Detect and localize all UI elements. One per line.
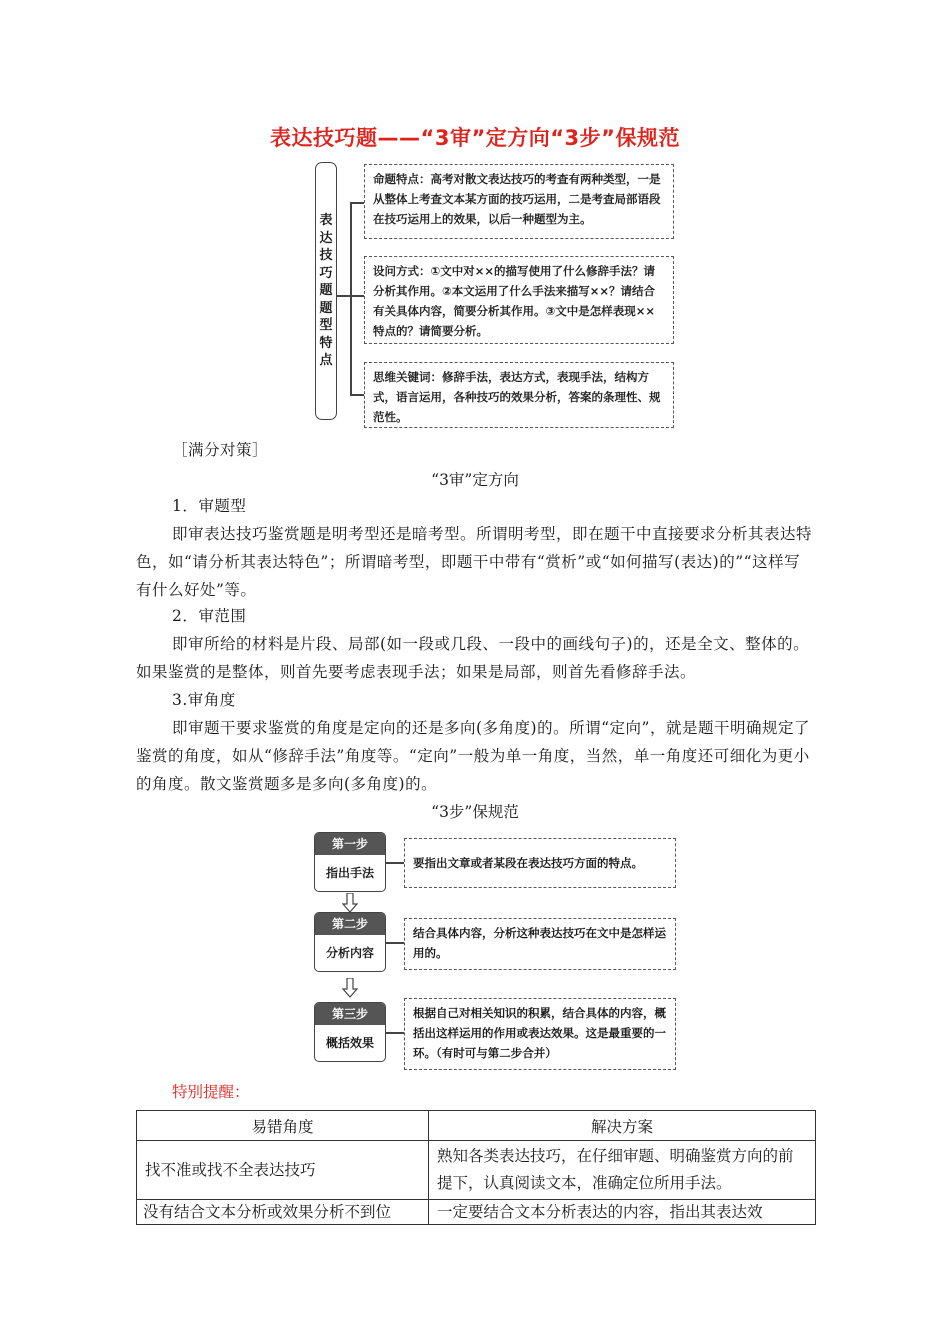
- feature-box-2: 设问方式：①文中对××的描写使用了什么修辞手法？请分析其作用。②本文运用了什么手法来描写××？请结合有关具体内容，简要分析其作用。③文中是怎样表现××特点的？请简要分析。: [364, 256, 674, 344]
- step-box-3: [314, 1002, 386, 1062]
- table-cell-solution: 熟知各类表达技巧，在仔细审题、明确鉴赏方向的前提下，认真阅读文本，准确定位所用手法。: [429, 1141, 816, 1200]
- table-header-solution: 解决方案: [429, 1111, 816, 1141]
- step-tag-1: 第一步: [315, 833, 385, 855]
- item-heading-3: 3.审角度: [172, 691, 236, 709]
- item-heading-1: 1．审题型: [172, 497, 247, 515]
- item-text-3: 即审题干要求鉴赏的角度是定向的还是多向(多角度)的。所谓“定向”，就是题干明确规定了鉴赏的角度，如从“修辞手法”角度等。“定向”一般为单一角度，当然，单一角度还可细化为更小的角度。散文鉴赏题多是多向(多角度)的。: [136, 719, 810, 793]
- diagram-label: 表达技巧题题型特点: [319, 213, 333, 368]
- step-connector-2: [386, 942, 404, 944]
- bracket-stem: [337, 295, 351, 297]
- table-header-angle: 易错角度: [137, 1111, 429, 1141]
- step-desc-2: 结合具体内容，分析这种表达技巧在文中是怎样运用的。: [404, 918, 676, 970]
- feature-box-3: 思维关键词：修辞手法，表达方式，表现手法，结构方式，语言运用，各种技巧的效果分析，答案的条理性、规范性。: [364, 362, 674, 428]
- step-desc-3: 根据自己对相关知识的积累，结合具体的内容，概括出这样运用的作用或表达效果。这是最重要的一环。（有时可与第二步合并）: [404, 998, 676, 1070]
- feature-box-1: 命题特点：高考对散文表达技巧的考查有两种类型，一是从整体上考查文本某方面的技巧运用，二是考查局部语段在技巧运用上的效果，以后一种题型为主。: [364, 164, 674, 239]
- step-tag-2: 第二步: [315, 913, 385, 935]
- item-text-2: 即审所给的材料是片段、局部(如一段或几段、一段中的画线句子)的，还是全文、整体的。如果鉴赏的是整体，则首先要考虑表现手法；如果是局部，则首先看修辞手法。: [136, 635, 810, 681]
- bracket-arm-1: [350, 202, 364, 204]
- bracket-arm-3: [350, 394, 364, 396]
- step-name-3: 概括效果: [325, 1036, 374, 1050]
- error-table: [136, 1110, 816, 1225]
- step-box-2: [314, 912, 386, 972]
- item-heading-2: 2．审范围: [172, 607, 247, 625]
- section-heading-3bu: “3步”保规范: [431, 803, 519, 821]
- page-title: 表达技巧题——“3审”定方向“3步”保规范: [270, 126, 680, 150]
- table-row: [137, 1200, 816, 1225]
- table-header-row: [137, 1111, 816, 1141]
- step-name-1: 指出手法: [325, 866, 374, 880]
- step-desc-1: 要指出文章或者某段在表达技巧方面的特点。: [404, 838, 676, 888]
- table-cell-angle: 没有结合文本分析或效果分析不到位: [137, 1200, 429, 1225]
- step-connector-1: [386, 862, 404, 864]
- step-connector-3: [386, 1032, 404, 1034]
- step-tag-3: 第三步: [315, 1003, 385, 1025]
- step-box-1: [314, 832, 386, 892]
- down-arrow-icon: [342, 893, 358, 913]
- bracket-spine: [350, 202, 352, 395]
- section-heading-3shen: “3审”定方向: [431, 471, 519, 489]
- table-cell-solution: 一定要结合文本分析表达的内容，指出其表达效: [429, 1200, 816, 1225]
- down-arrow-icon: [342, 978, 358, 998]
- section-tag: ［满分对策］: [172, 441, 269, 459]
- bracket-arm-2: [350, 295, 364, 297]
- item-text-1: 即审表达技巧鉴赏题是明考型还是暗考型。所谓明考型，即在题干中直接要求分析其表达特色，如“请分析其表达特色”；所谓暗考型，即题干中带有“赏析”或“如何描写(表达)的”“这样写有什么好处”等。: [136, 525, 813, 599]
- special-tip-label: 特别提醒：: [172, 1083, 250, 1101]
- step-name-2: 分析内容: [325, 946, 374, 960]
- table-cell-angle: 找不准或找不全表达技巧: [137, 1141, 429, 1200]
- table-row: [137, 1141, 816, 1200]
